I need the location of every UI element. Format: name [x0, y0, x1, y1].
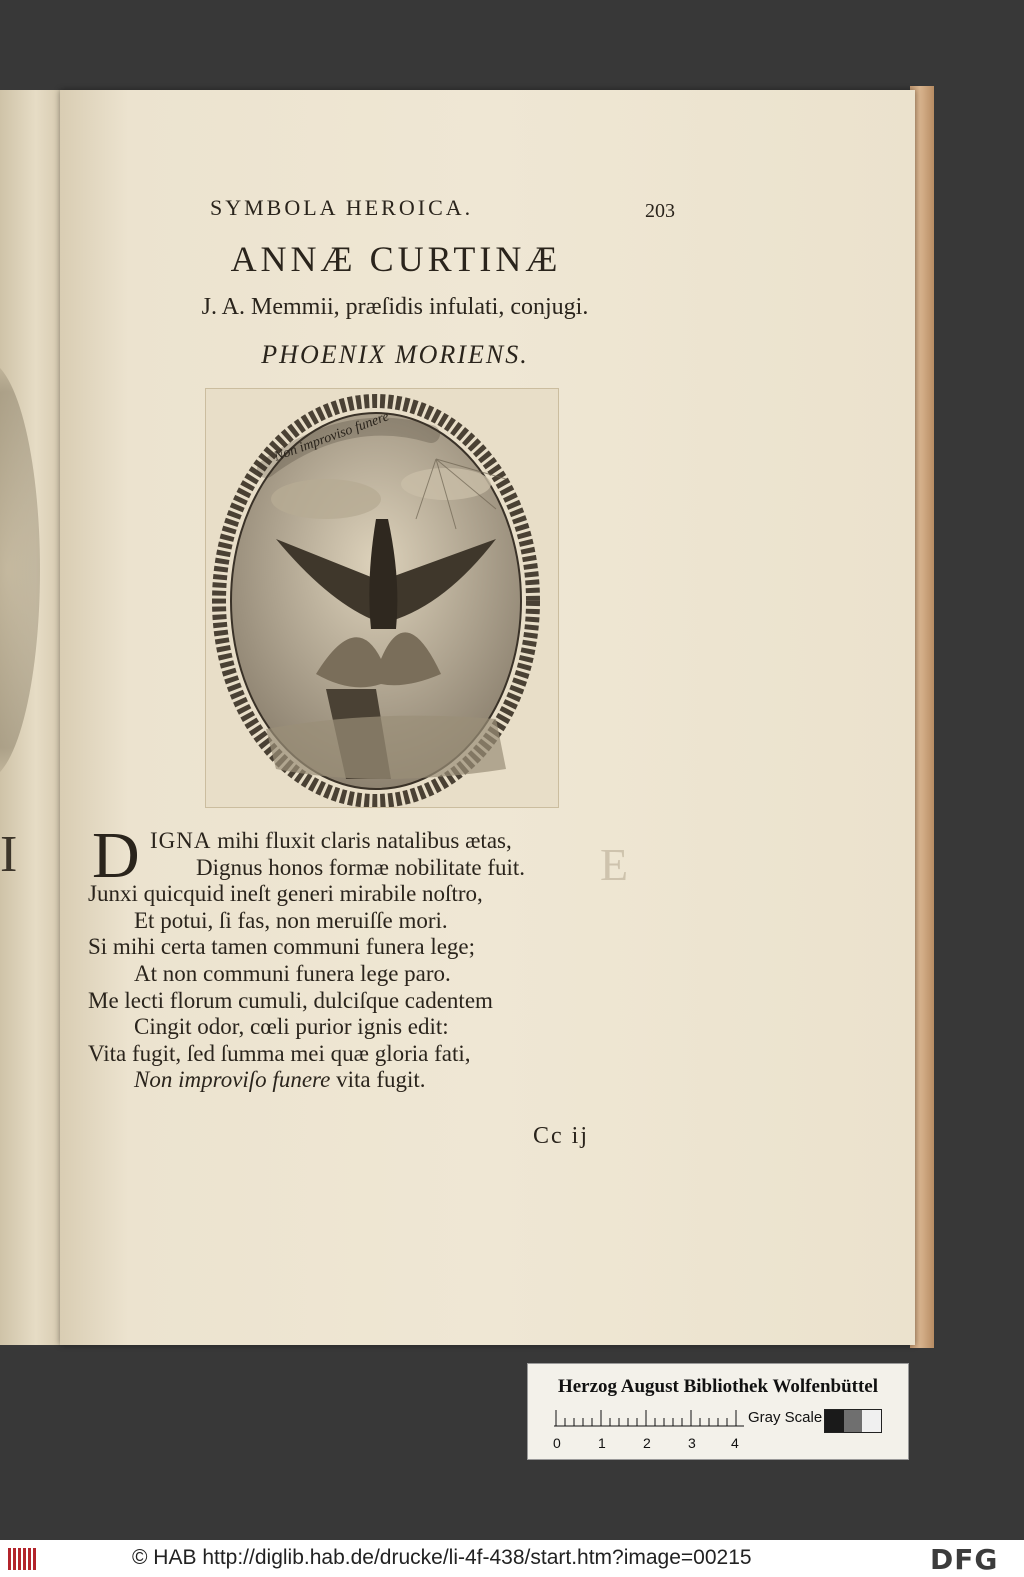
- hab-logo-icon: [8, 1548, 44, 1570]
- ruler-scale: [554, 1406, 754, 1428]
- verse-line-7: Me lecti florum cumuli, dulciſque cadentem: [88, 987, 493, 1013]
- footer-bar: [0, 1540, 1024, 1577]
- swatch-white: [862, 1410, 881, 1432]
- page-title: ANNÆ CURTINÆ: [230, 239, 562, 279]
- verse-line-5: Si mihi certa tamen communi funera lege;: [88, 934, 476, 960]
- landscape-ground: [266, 716, 506, 779]
- verse-line-1-smallcaps: IGNA: [150, 828, 212, 853]
- copyright-link[interactable]: © HAB http://diglib.hab.de/drucke/li-4f-438/start.htm?image=00215: [132, 1546, 752, 1569]
- verse-dropcap: D: [92, 819, 140, 892]
- verse-line-8: Cingit odor, cœli purior ignis edit:: [134, 1014, 449, 1040]
- running-head: SYMBOLA HEROICA.: [210, 195, 474, 220]
- verse-line-1: [88, 828, 648, 855]
- scale-number-3: 3: [688, 1435, 696, 1451]
- gray-scale-swatches: [824, 1409, 882, 1433]
- swatch-black: [825, 1410, 844, 1432]
- verse-poem: [88, 819, 648, 1094]
- library-name: Herzog August Bibliothek Wolfenbüttel: [557, 1376, 879, 1397]
- verse-line-9: Vita fugit, ſed ſumma mei quæ gloria fati,: [88, 1040, 471, 1066]
- scale-number-4: 4: [731, 1435, 739, 1451]
- phoenix-emblem-engraving: [205, 388, 559, 808]
- scale-number-2: 2: [643, 1435, 651, 1451]
- scale-number-0: 0: [553, 1435, 561, 1451]
- swatch-gray: [844, 1410, 863, 1432]
- library-color-card: [527, 1363, 909, 1460]
- verse-line-6: At non communi funera lege paro.: [134, 960, 451, 986]
- signature-mark: Cc ij: [533, 1123, 589, 1149]
- verse-line-4: Et potui, ſi fas, non meruiſſe mori.: [134, 907, 448, 933]
- dfg-logo: DFG: [930, 1543, 999, 1576]
- banner-text: Non improviso funere: [272, 409, 392, 465]
- gray-scale-label: Gray Scale: [748, 1409, 823, 1426]
- scale-number-1: 1: [598, 1435, 606, 1451]
- page-number: 203: [645, 200, 675, 222]
- phoenix-emblem-svg: [206, 389, 558, 807]
- verse-line-10-italic: Non improviſo funere: [134, 1067, 331, 1093]
- facing-page-initial: I: [0, 826, 18, 883]
- verse-line-2: Dignus honos formæ nobilitate fuit.: [196, 854, 526, 880]
- facing-page-emblem-ghost: [0, 360, 40, 780]
- show-through-text: E: [600, 839, 629, 890]
- verse-line-3: Junxi quicquid ineſt generi mirabile noſtro,: [88, 881, 483, 907]
- verse-line-10-text: vita fugit.: [330, 1067, 426, 1093]
- emblem-motto: PHOENIX MORIENS.: [261, 340, 529, 369]
- verse-line-10: [88, 1067, 648, 1094]
- cloud-left: [271, 479, 381, 519]
- dedication-subtitle: J. A. Memmii, præſidis infulati, conjugi.: [201, 294, 589, 320]
- verse-line-1-text: mihi fluxit claris natalibus ætas,: [211, 828, 512, 853]
